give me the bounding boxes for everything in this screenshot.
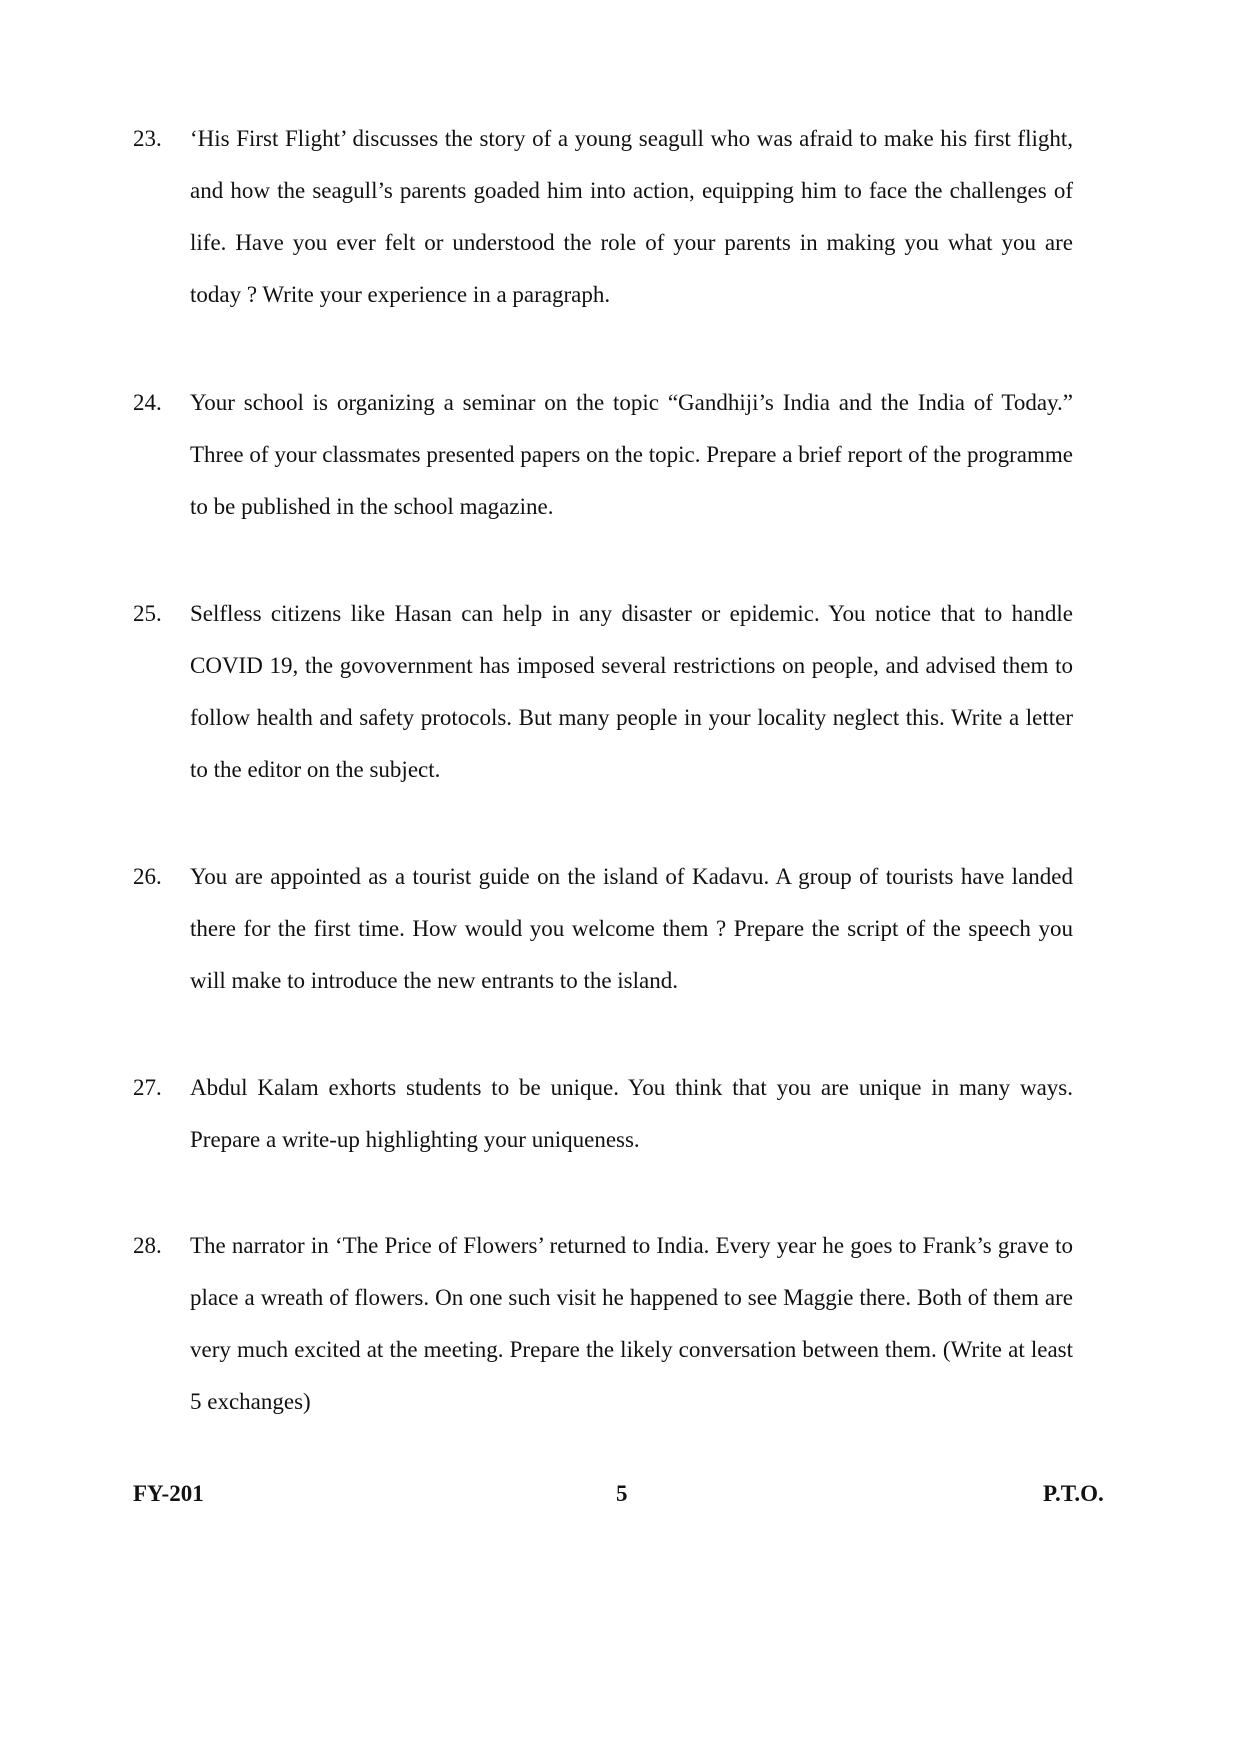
question-number: 28.: [133, 1233, 162, 1258]
question-number: 26.: [133, 864, 162, 889]
question-text: Your school is organizing a seminar on the topic “Gandhiji’s India and the India of Today.” Three of your classmates presented papers on the topic. Prepare a brief report of the programme to be published in the school magazine.: [190, 390, 1073, 519]
question-text: ‘His First Flight’ discusses the story of a young seagull who was afraid to make his first flight, and how the seagull’s parents goaded him into action, equipping him to face the challenges of life. Have you ever felt or understood the role of your parents in making you what you are today ? Write your experience in a paragraph.: [190, 126, 1073, 307]
pto-label: P.T.O.: [1043, 1481, 1104, 1506]
question-text: Selfless citizens like Hasan can help in any disaster or epidemic. You notice that to handle COVID 19, the govovernment has imposed several restrictions on people, and advised them to follow health and safety protocols. But many people in your locality neglect this. Write a letter to the editor on the subject.: [190, 601, 1073, 782]
question-text: Abdul Kalam exhorts students to be unique. You think that you are unique in many ways. Prepare a write-up highlighting your uniqueness.: [190, 1075, 1073, 1152]
question-number: 23.: [133, 126, 162, 151]
question-number: 24.: [133, 390, 162, 415]
question-text: You are appointed as a tourist guide on the island of Kadavu. A group of tourists have landed there for the first time. How would you welcome them ? Prepare the script of the speech you will make to introduce the new entrants to the island.: [190, 864, 1073, 993]
page-number: 5: [616, 1481, 628, 1506]
question-text: The narrator in ‘The Price of Flowers’ returned to India. Every year he goes to Frank’s grave to place a wreath of flowers. On one such visit he happened to see Maggie there. Both of them are very much excited at the meeting. Prepare the likely conversation between them. (Write at least 5 exchanges): [190, 1233, 1073, 1414]
paper-code: FY-201: [133, 1481, 204, 1506]
question-number: 27.: [133, 1075, 162, 1100]
question-number: 25.: [133, 601, 162, 626]
